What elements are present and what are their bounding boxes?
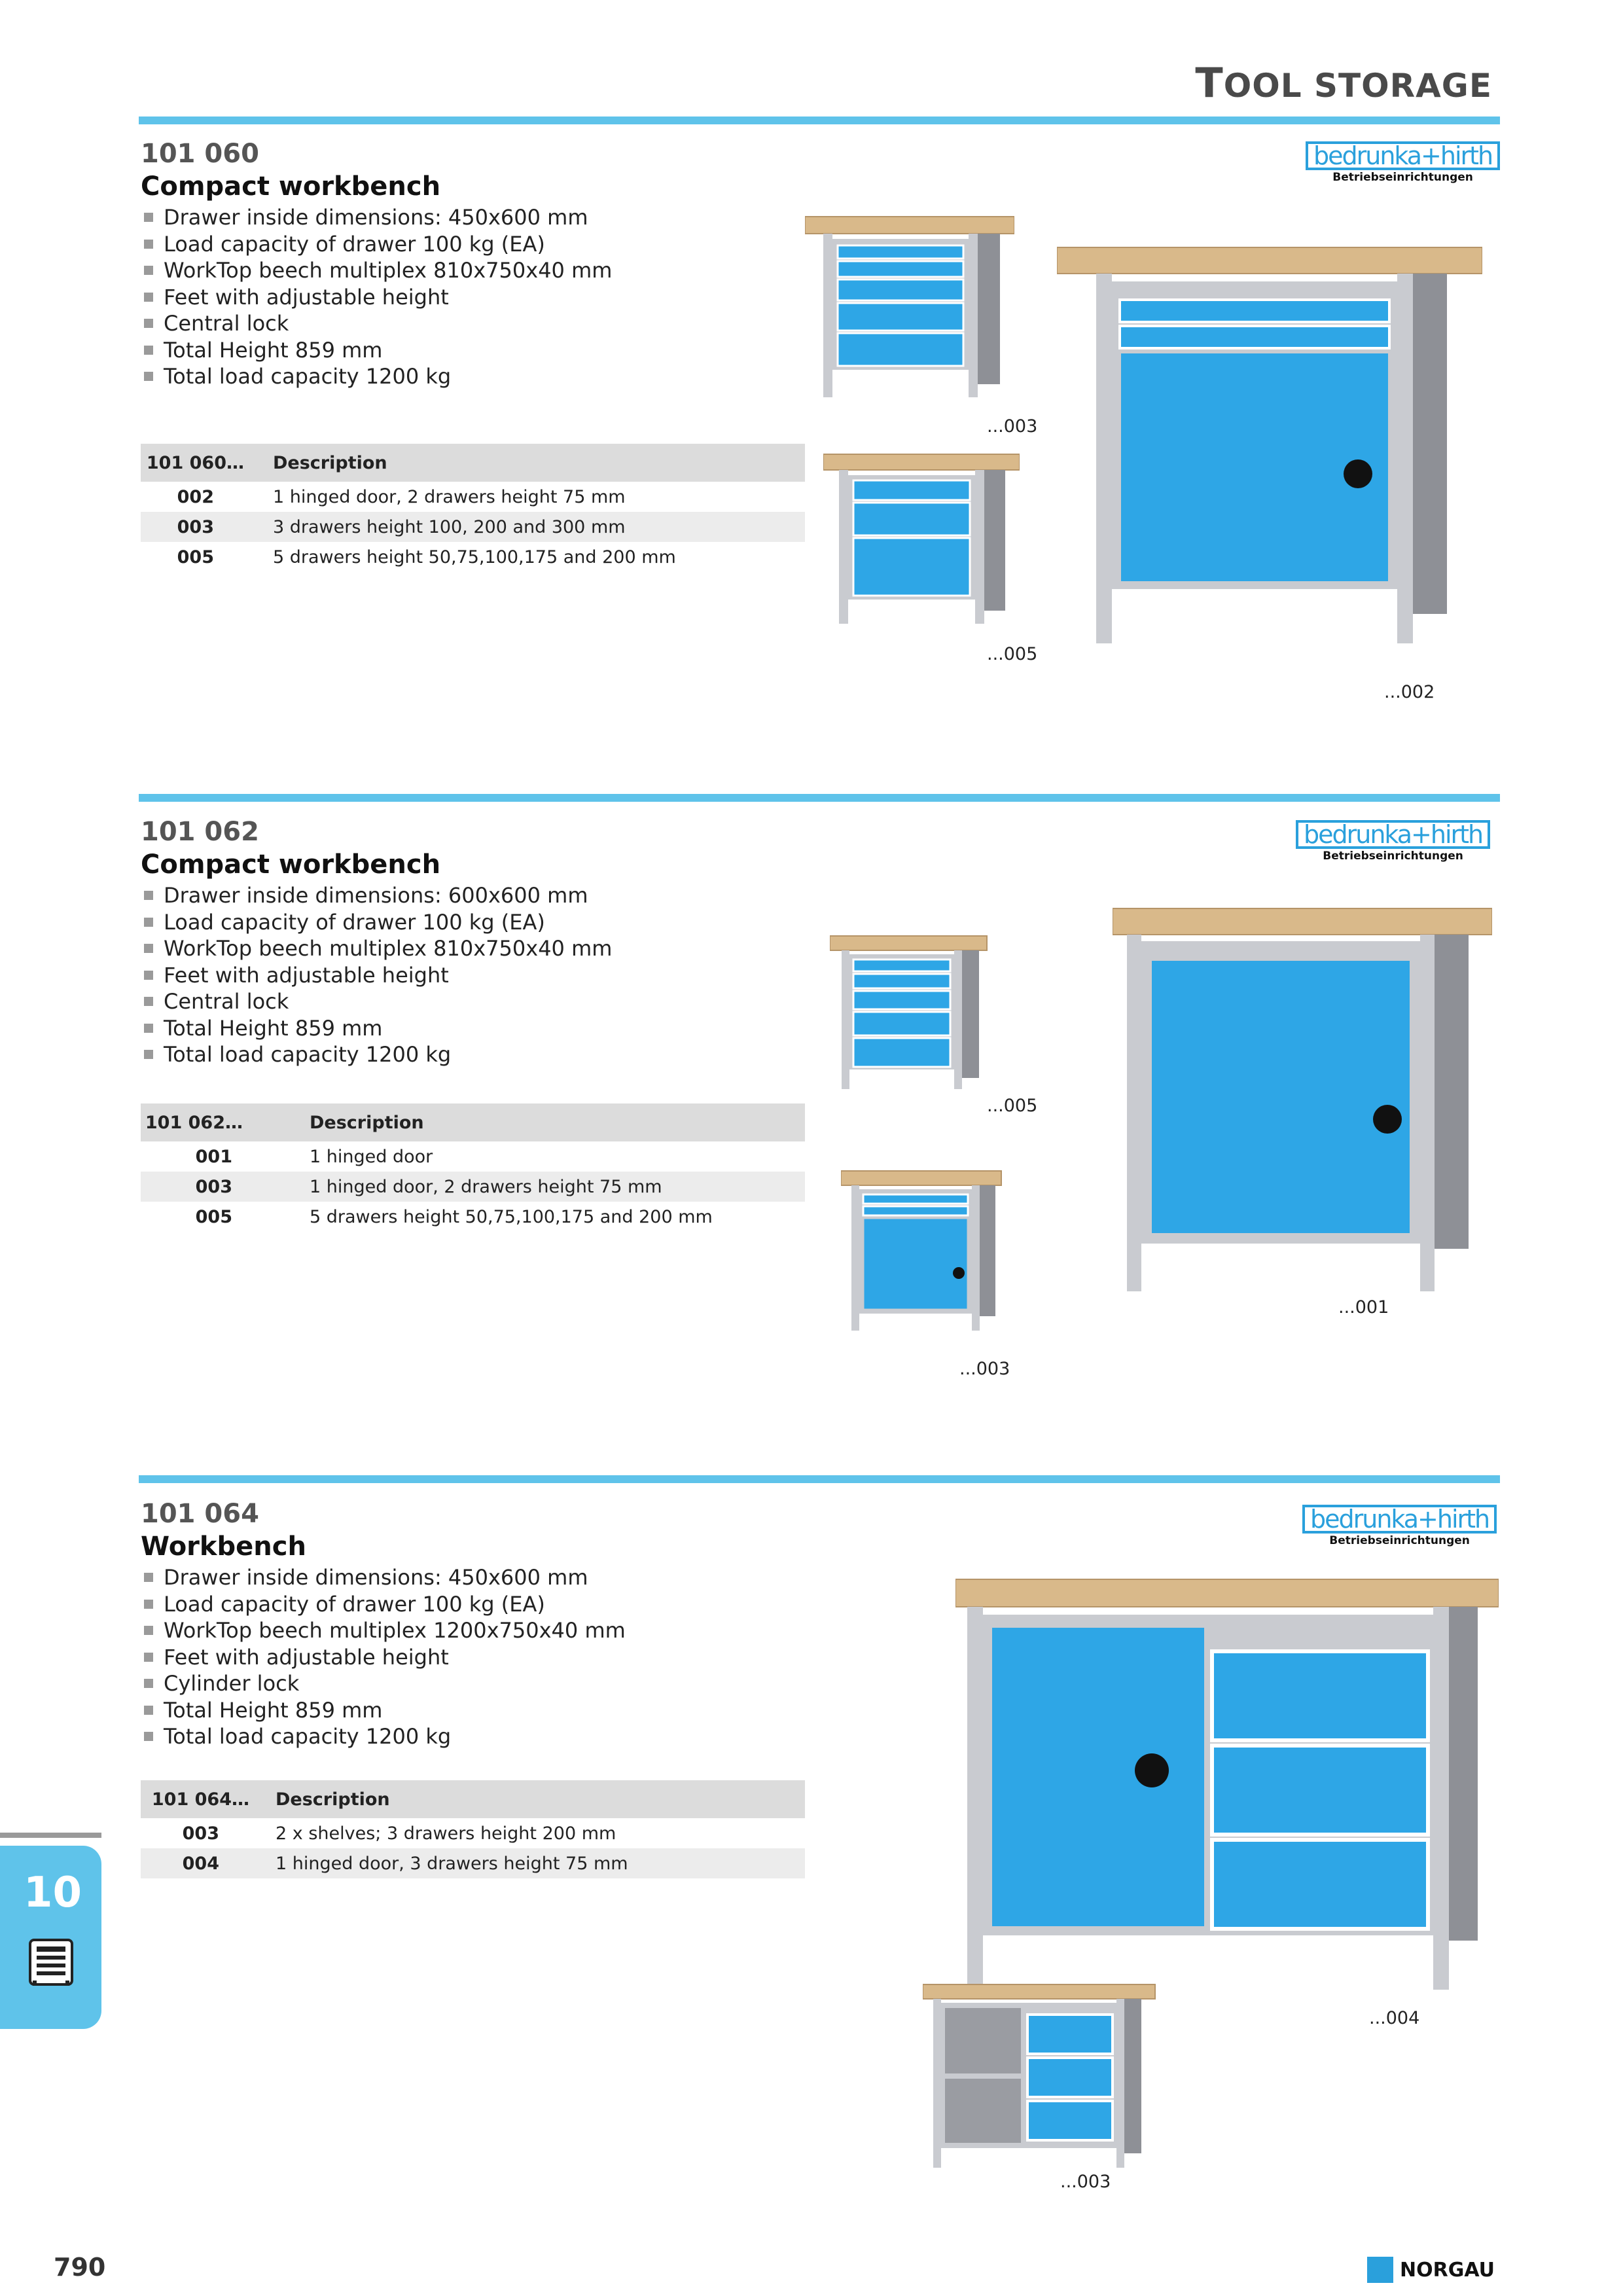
feature-item: Feet with adjustable height [143,1644,626,1671]
feature-item: WorkTop beech multiplex 810x750x40 mm [143,935,612,962]
footer-brand [1367,2257,1495,2283]
table-row [141,1818,805,1848]
feature-item: Load capacity of drawer 100 kg (EA) [143,909,612,936]
workbench-image [830,933,990,1094]
product-title: Compact workbench [141,171,441,202]
table-row [141,1172,805,1202]
feature-item: WorkTop beech multiplex 810x750x40 mm [143,257,612,284]
table-row [141,542,805,572]
feature-item: Load capacity of drawer 100 kg (EA) [143,1591,626,1618]
cabinet-icon [26,1937,76,1987]
variant-code: 005 [177,547,214,567]
variant-table [141,1780,805,1878]
feature-item: Total Height 859 mm [143,337,612,364]
article-number: 101 064 [141,1499,259,1529]
variant-code: 003 [182,1823,219,1844]
table-header-description: Description [273,452,387,473]
table-header [141,1780,805,1818]
feature-item: WorkTop beech multiplex 1200x750x40 mm [143,1617,626,1644]
variant-label: ...003 [987,416,1038,437]
variant-label: ...002 [1384,682,1435,702]
feature-item: Feet with adjustable height [143,962,612,989]
table-header-code: 101 064… [151,1789,249,1810]
table-header [141,1103,805,1141]
article-number: 101 062 [141,817,259,847]
page-number: 790 [54,2253,106,2282]
variant-table [141,444,805,572]
feature-item: Total load capacity 1200 kg [143,1041,612,1068]
variant-description: 5 drawers height 50,75,100,175 and 200 mm [273,547,676,567]
brand-name: NORGAU [1400,2258,1495,2282]
feature-item: Drawer inside dimensions: 450x600 mm [143,204,612,231]
variant-description: 1 hinged door, 2 drawers height 75 mm [273,486,626,507]
variant-code: 002 [177,486,214,507]
workbench-image [923,1982,1158,2172]
product-title: Workbench [141,1532,306,1562]
variant-code: 003 [195,1176,232,1197]
logo-wordmark: bedrunka+hirth [1296,820,1490,849]
section-divider [139,1475,1500,1483]
feature-item: Cylinder lock [143,1670,626,1697]
variant-description: 5 drawers height 50,75,100,175 and 200 mm [310,1206,713,1227]
table-header-description: Description [276,1789,390,1810]
feature-item: Total load capacity 1200 kg [143,1723,626,1750]
feature-item: Drawer inside dimensions: 450x600 mm [143,1564,626,1591]
table-row [141,1202,805,1232]
page-title: TOOL STORAGE [1195,59,1492,107]
variant-label: ...005 [987,644,1038,664]
chapter-tab-divider [0,1833,101,1838]
feature-item: Central lock [143,988,612,1015]
section-divider [139,794,1500,802]
logo-wordmark: bedrunka+hirth [1306,141,1500,170]
section-divider [139,117,1500,124]
feature-item: Total load capacity 1200 kg [143,363,612,390]
workbench-image [1057,242,1482,648]
feature-list [143,1564,626,1750]
product-title: Compact workbench [141,850,441,880]
workbench-image [1113,903,1492,1296]
feature-item: Feet with adjustable height [143,284,612,311]
feature-item: Load capacity of drawer 100 kg (EA) [143,231,612,258]
table-row [141,1848,805,1878]
chapter-number: 10 [24,1869,82,1917]
variant-label: ...004 [1369,2008,1420,2028]
variant-label: ...005 [987,1096,1038,1116]
variant-code: 003 [177,516,214,537]
logo-wordmark: bedrunka+hirth [1302,1505,1497,1534]
logo-subtitle: Betriebseinrichtungen [1332,171,1473,184]
table-header-code: 101 062… [145,1112,243,1133]
logo-subtitle: Betriebseinrichtungen [1329,1534,1470,1547]
variant-description: 1 hinged door, 3 drawers height 75 mm [276,1853,628,1874]
variant-description: 1 hinged door, 2 drawers height 75 mm [310,1176,662,1197]
workbench-image [805,213,1014,403]
variant-code: 001 [195,1146,232,1167]
feature-item: Drawer inside dimensions: 600x600 mm [143,882,612,909]
variant-code: 005 [195,1206,232,1227]
variant-label: ...001 [1338,1297,1389,1318]
table-row [141,482,805,512]
feature-item: Total Height 859 mm [143,1697,626,1724]
brand-logo [1306,141,1500,184]
variant-label: ...003 [1060,2172,1111,2192]
logo-subtitle: Betriebseinrichtungen [1323,850,1463,863]
table-header-code: 101 060… [146,452,244,473]
variant-code: 004 [182,1853,219,1874]
variant-description: 1 hinged door [310,1146,433,1167]
feature-item: Total Height 859 mm [143,1015,612,1042]
article-number: 101 060 [141,139,259,169]
variant-description: 2 x shelves; 3 drawers height 200 mm [276,1823,616,1844]
feature-list [143,204,612,390]
workbench-image [823,450,1020,627]
variant-table [141,1103,805,1232]
table-header-description: Description [310,1112,424,1133]
workbench-image [955,1574,1499,1993]
workbench-image [841,1168,1005,1335]
feature-list [143,882,612,1068]
brand-logo [1302,1505,1497,1547]
brand-square-icon [1367,2257,1393,2283]
table-row [141,512,805,542]
table-row [141,1141,805,1172]
feature-item: Central lock [143,310,612,337]
table-header [141,444,805,482]
brand-logo [1296,820,1490,863]
variant-description: 3 drawers height 100, 200 and 300 mm [273,516,626,537]
variant-label: ...003 [959,1359,1010,1379]
